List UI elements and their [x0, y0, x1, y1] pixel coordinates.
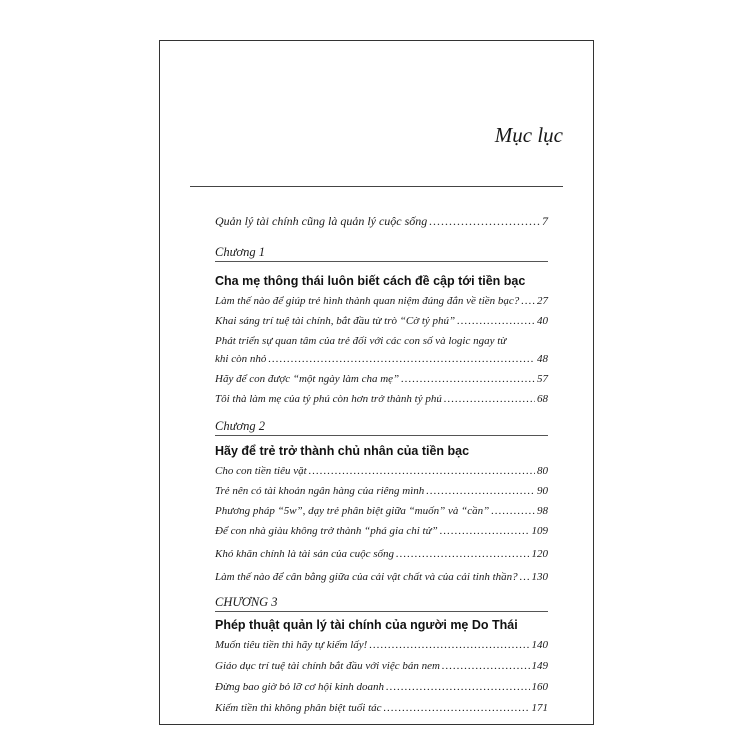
toc-leader-dots	[386, 681, 529, 693]
book-page	[159, 40, 594, 725]
toc-leader-dots	[369, 639, 529, 651]
toc-entry[interactable]	[215, 353, 548, 365]
toc-entry-page: 120	[531, 548, 548, 560]
chapter-divider	[215, 435, 548, 436]
toc-entry[interactable]	[215, 681, 548, 693]
toc-entry[interactable]	[215, 315, 548, 327]
toc-leader-dots	[521, 295, 535, 307]
toc-entry-text: Cho con tiền tiêu vặt	[215, 465, 307, 477]
toc-entry[interactable]	[215, 295, 548, 307]
toc-entry[interactable]	[215, 660, 548, 672]
chapter-heading: Phép thuật quản lý tài chính của người mẹ Do Thái	[215, 618, 518, 632]
chapter-heading: Cha mẹ thông thái luôn biết cách đề cập tới tiền bạc	[215, 274, 526, 288]
chapter-label: CHƯƠNG 3	[215, 595, 278, 609]
toc-entry-page: 90	[537, 485, 548, 497]
toc-entry-page: 109	[531, 525, 548, 537]
toc-entry-intro[interactable]	[215, 214, 548, 229]
toc-entry-text: Làm thế nào để cân bằng giữa của cải vật chất và của cải tinh thần?	[215, 571, 518, 583]
chapter-heading: Hãy để trẻ trở thành chủ nhân của tiền bạc	[215, 444, 470, 458]
toc-leader-dots	[309, 465, 535, 477]
toc-leader-dots	[401, 373, 535, 385]
toc-leader-dots	[426, 485, 535, 497]
toc-entry-page: 80	[537, 465, 548, 477]
toc-entry[interactable]	[215, 393, 548, 405]
toc-entry[interactable]	[215, 525, 548, 537]
toc-entry[interactable]	[215, 465, 548, 477]
chapter-divider	[215, 261, 548, 262]
toc-leader-dots	[440, 525, 530, 537]
toc-entry-page: 160	[531, 681, 548, 693]
toc-leader-dots	[442, 660, 530, 672]
toc-entry[interactable]	[215, 639, 548, 651]
toc-entry[interactable]	[215, 548, 548, 560]
toc-leader-dots	[429, 214, 540, 229]
toc-entry[interactable]	[215, 373, 548, 385]
toc-entry-page: 130	[531, 571, 548, 583]
toc-entry[interactable]	[215, 505, 548, 517]
toc-entry-text: Để con nhà giàu không trở thành “phá gia chi tử”	[215, 525, 438, 537]
toc-leader-dots	[396, 548, 529, 560]
toc-leader-dots	[491, 505, 535, 517]
chapter-label: Chương 2	[215, 419, 265, 433]
toc-entry[interactable]	[215, 702, 548, 714]
toc-entry-text: Tôi thà làm mẹ của tỷ phú còn hơn trở thành tỷ phú	[215, 393, 442, 405]
toc-entry-text: Khó khăn chính là tài sản của cuộc sống	[215, 548, 395, 560]
toc-entry-page: 57	[537, 373, 548, 385]
toc-leader-dots	[520, 571, 530, 583]
toc-entry-text: Trẻ nên có tài khoản ngân hàng của riêng mình	[215, 485, 425, 497]
toc-entry-text: Kiếm tiền thì không phân biệt tuổi tác	[215, 702, 382, 714]
toc-entry-text: Đừng bao giờ bỏ lỡ cơ hội kinh doanh	[215, 681, 385, 693]
toc-leader-dots	[457, 315, 535, 327]
toc-entry-text: Giáo dục trí tuệ tài chính bắt đầu với việc bán nem	[215, 660, 440, 672]
chapter-label: Chương 1	[215, 245, 265, 259]
toc-entry-page: 149	[531, 660, 548, 672]
toc-entry-text-continued: khi còn nhỏ	[215, 353, 267, 365]
toc-entry[interactable]	[215, 571, 548, 583]
toc-entry-page: 171	[531, 702, 548, 714]
toc-entry-text: Muốn tiêu tiền thì hãy tự kiếm lấy!	[215, 639, 368, 651]
toc-entry-page: 40	[537, 315, 548, 327]
toc-entry-text: Làm thế nào để giúp trẻ hình thành quan niệm đúng đắn về tiền bạc?	[215, 295, 520, 307]
toc-entry-page: 27	[537, 295, 548, 307]
toc-entry-page: 7	[542, 214, 548, 228]
toc-entry-text: Quản lý tài chính cũng là quản lý cuộc sống	[215, 214, 428, 228]
toc-entry-text: Khai sáng trí tuệ tài chính, bắt đầu từ trò “Cờ tỷ phú”	[215, 315, 456, 327]
toc-leader-dots	[444, 393, 535, 405]
toc-entry-text: Hãy để con được “một ngày làm cha mẹ”	[215, 373, 400, 385]
toc-leader-dots	[384, 702, 530, 714]
page-title: Mục lục	[494, 123, 563, 147]
toc-entry-page: 68	[537, 393, 548, 405]
toc-entry-text: Phương pháp “5w”, dạy trẻ phân biệt giữa “muốn” và “cần”	[215, 505, 490, 517]
toc-entry-page: 98	[537, 505, 548, 517]
toc-entry-page: 140	[531, 639, 548, 651]
toc-entry[interactable]	[215, 485, 548, 497]
toc-leader-dots	[268, 353, 535, 365]
toc-entry-text[interactable]: Phát triển sự quan tâm của trẻ đối với các con số và logic ngay từ	[215, 335, 507, 347]
chapter-divider	[215, 611, 548, 612]
title-divider	[190, 186, 563, 187]
toc-entry-page: 48	[537, 353, 548, 365]
